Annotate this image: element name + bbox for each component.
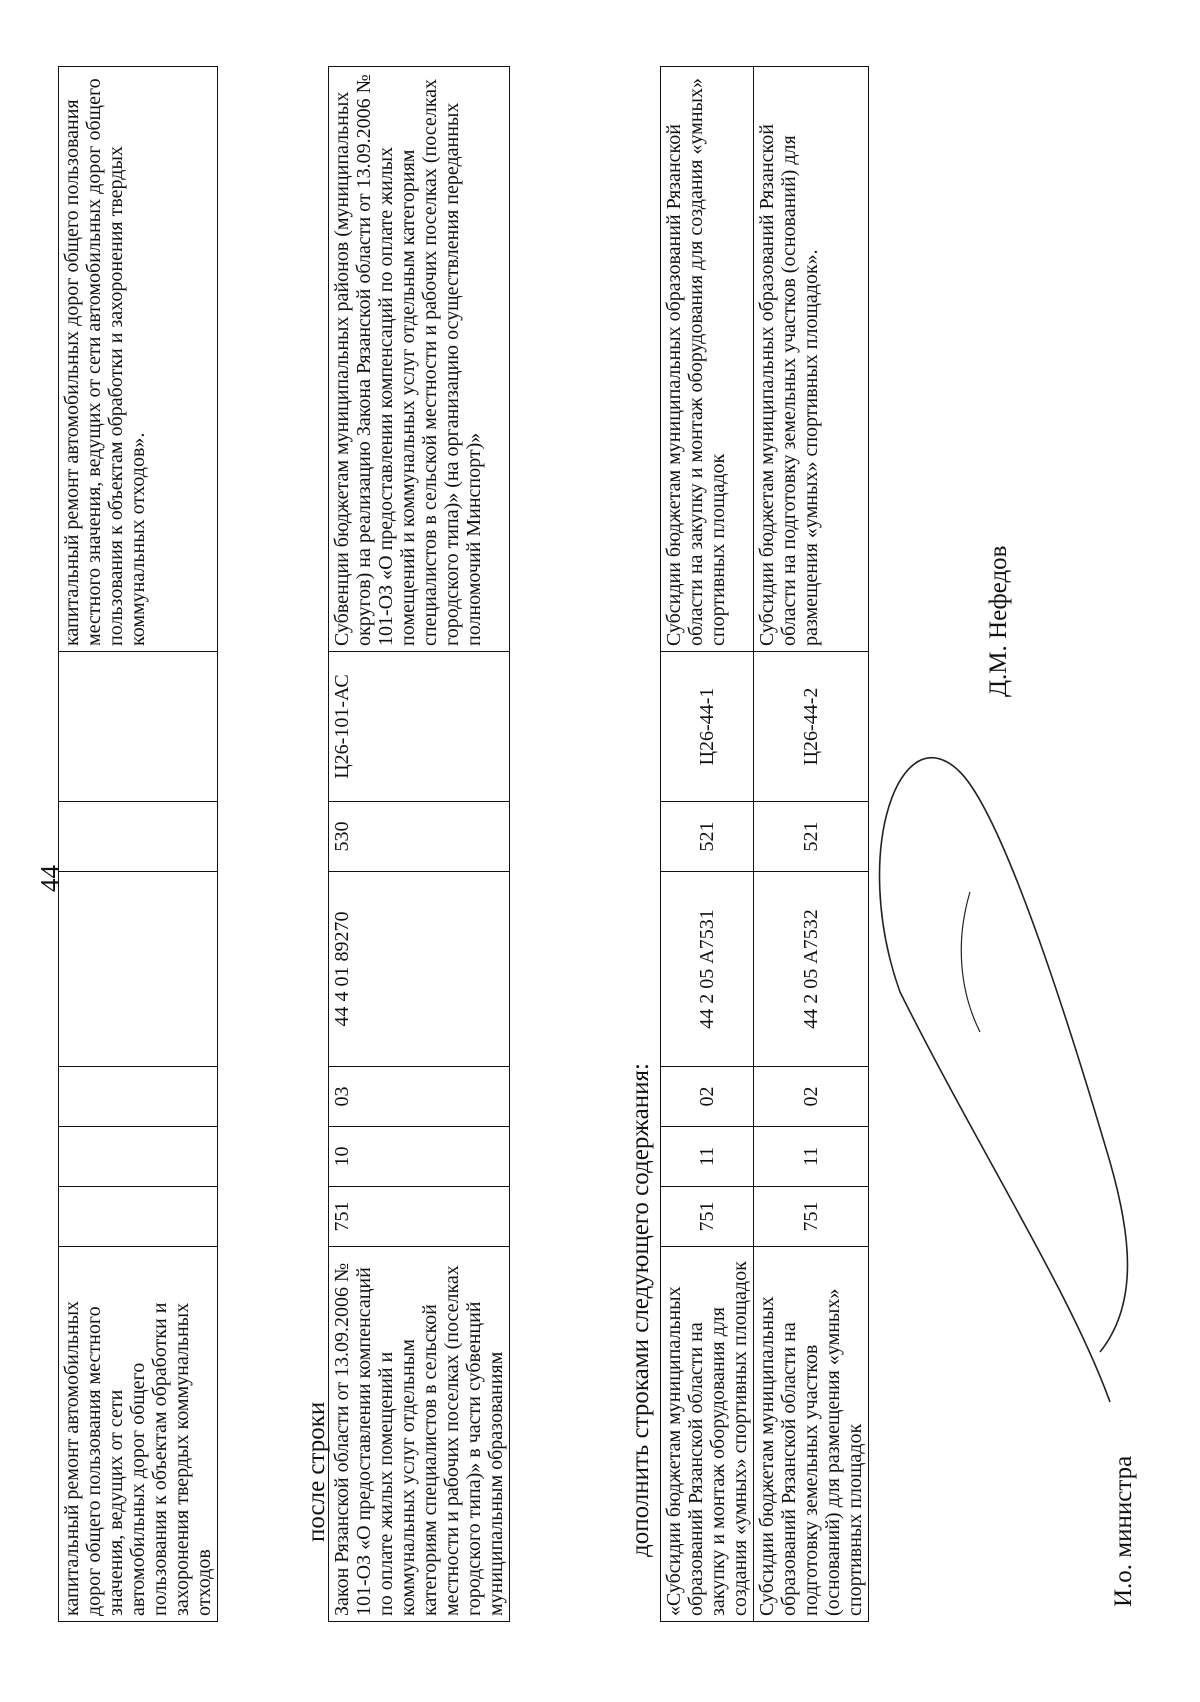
- cell-subsection: 02: [661, 1067, 754, 1127]
- row-name-cell: Закон Рязанской области от 13.09.2006 № 101-ОЗ «О предоставлении компенсаций по оплате жилых помещений и коммунальных услуг отдельным категориям специалистов в сельской местности и рабочих поселках (поселках городского типа)» в части субвенций муниципальным образованиям: [329, 1247, 510, 1622]
- table-bottom: [660, 66, 869, 1622]
- table-row: [754, 67, 869, 1622]
- cell-description: Субсидии бюджетам муниципальных образований Рязанской области на подготовку земельных участков (оснований) для размещения «умных» спортивных площадок».: [754, 67, 869, 652]
- cell-admin-code: [59, 1187, 218, 1247]
- signatory-name: Д.М. Нефедов: [985, 545, 1012, 697]
- cell-description: Субвенции бюджетам муниципальных районов (муниципальных округов) на реализацию Закона Рязанской области от 13.09.2006 № 101-ОЗ «О предоставлении компенсаций по оплате жилых помещений и коммунальных услуг отдельным категориям специалистов в сельской местности и рабочих поселках (поселках городского типа)» (на организацию осуществления переданных полномочий Минспорт)»: [329, 67, 510, 652]
- table-row: [329, 67, 510, 1622]
- cell-purpose-code: [59, 652, 218, 802]
- cell-purpose-code: Ц26-44-2: [754, 652, 869, 802]
- cell-section: 11: [661, 1127, 754, 1187]
- cell-description: Субсидии бюджетам муниципальных образований Рязанской области на закупку и монтаж оборудования для создания «умных» спортивных площадок: [661, 67, 754, 652]
- cell-expense-type: 530: [329, 802, 510, 872]
- signatory-title: И.о. министра: [1110, 1455, 1137, 1607]
- cell-admin-code: 751: [329, 1187, 510, 1247]
- row-name-cell: капитальный ремонт автомобильных дорог общего пользования местного значения, ведущих от сети автомобильных дорог общего пользования к объектам обработки и захоронения твердых коммунальных отходов: [59, 1247, 218, 1622]
- cell-purpose-code: Ц26-44-1: [661, 652, 754, 802]
- cell-target-article: 44 2 05 А7531: [661, 872, 754, 1067]
- row-name-cell: Субсидии бюджетам муниципальных образований Рязанской области на подготовку земельных участков (оснований) для размещения «умных» спортивных площадок: [754, 1247, 869, 1622]
- cell-section: 11: [754, 1127, 869, 1187]
- table-row: [661, 67, 754, 1622]
- cell-description: капитальный ремонт автомобильных дорог общего пользования местного значения, ведущих от сети автомобильных дорог общего пользования к объектам обработки и захоронения твердых коммунальных отходов».: [59, 67, 218, 652]
- cell-purpose-code: Ц26-101-АС: [329, 652, 510, 802]
- cell-subsection: [59, 1067, 218, 1127]
- handwritten-signature: [860, 712, 1160, 1412]
- cell-subsection: 02: [754, 1067, 869, 1127]
- row-name-cell: «Субсидии бюджетам муниципальных образований Рязанской области на закупку и монтаж оборудования для создания «умных» спортивных площадок: [661, 1247, 754, 1622]
- table-top: [58, 66, 218, 1622]
- cell-section: [59, 1127, 218, 1187]
- cell-subsection: 03: [329, 1067, 510, 1127]
- table-row: [59, 67, 218, 1622]
- after-row-label: после строки: [303, 1401, 330, 1542]
- cell-expense-type: 521: [754, 802, 869, 872]
- cell-target-article: [59, 872, 218, 1067]
- table-middle: [328, 66, 510, 1622]
- cell-section: 10: [329, 1127, 510, 1187]
- cell-admin-code: 751: [754, 1187, 869, 1247]
- cell-target-article: 44 2 05 А7532: [754, 872, 869, 1067]
- cell-target-article: 44 4 01 89270: [329, 872, 510, 1067]
- add-rows-label: дополнить строками следующего содержания:: [627, 1063, 654, 1557]
- page-number: 44: [35, 865, 65, 892]
- cell-admin-code: 751: [661, 1187, 754, 1247]
- cell-expense-type: 521: [661, 802, 754, 872]
- cell-expense-type: [59, 802, 218, 872]
